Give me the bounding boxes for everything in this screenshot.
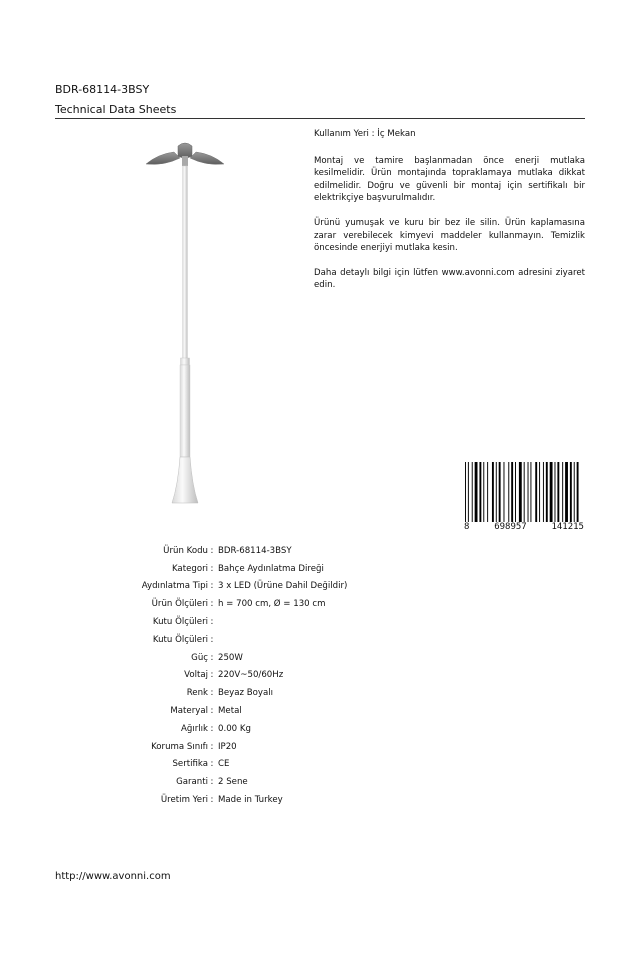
cleaning-instructions: Ürünü yumuşak ve kuru bir bez ile silin. Ürün kaplamasına zarar verebilecek kimyevi maddeler kullanmayın. Temizlik öncesinde enerjiyi mutlaka kesin. (314, 217, 585, 254)
spec-value: Beyaz Boyalı (218, 688, 274, 699)
spec-value: Made in Turkey (218, 795, 283, 806)
barcode-bars (464, 462, 584, 522)
barcode-bar (555, 462, 556, 522)
spec-value: IP20 (218, 741, 237, 752)
spec-row: Ürün Ölçüleri : h = 700 cm, Ø = 130 cm (40, 595, 440, 613)
barcode-bar (570, 462, 572, 522)
barcode-bar (546, 462, 548, 522)
spec-label: Kutu Ölçüleri (152, 617, 208, 628)
spec-row: Üretim Yeri : Made in Turkey (40, 791, 440, 809)
spec-row: Aydınlatma Tipi : 3 x LED (Ürüne Dahil Değildir) (40, 578, 440, 596)
spec-label: Voltaj (184, 670, 208, 681)
barcode-bar (577, 462, 579, 522)
barcode (464, 462, 584, 534)
spec-value: Bahçe Aydınlatma Direği (218, 563, 324, 574)
spec-value: h = 700 cm, Ø = 130 cm (218, 599, 326, 610)
spec-row: Voltaj : 220V~50/60Hz (40, 667, 440, 685)
barcode-bar (543, 462, 544, 522)
spec-value: BDR-68114-3BSY (218, 545, 292, 556)
spec-label: Koruma Sınıfı (151, 741, 208, 752)
barcode-bar (511, 462, 513, 522)
header-divider (55, 118, 585, 119)
barcode-digit-prefix: 8 (464, 522, 470, 532)
barcode-bar (483, 462, 484, 522)
spec-label: Garanti (176, 777, 208, 788)
spec-row: Kategori : Bahçe Aydınlatma Direği (40, 560, 440, 578)
barcode-bar (492, 462, 494, 522)
spec-label: Sertifika (172, 759, 208, 770)
spec-row: Renk : Beyaz Boyalı (40, 684, 440, 702)
barcode-number (464, 521, 584, 533)
barcode-bar (499, 462, 501, 522)
spec-label: Ürün Ölçüleri (151, 599, 208, 610)
spec-row: Kutu Ölçüleri : (40, 613, 440, 631)
spec-value: 3 x LED (Ürüne Dahil Değildir) (218, 581, 348, 592)
document-header (55, 82, 585, 118)
barcode-bar (515, 462, 516, 522)
barcode-bar (479, 462, 481, 522)
spec-label: Üretim Yeri (160, 795, 208, 806)
barcode-bar (574, 462, 575, 522)
document-subtitle: Technical Data Sheets (55, 103, 177, 116)
footer-website-link[interactable]: http://www.avonni.com (55, 871, 171, 882)
spec-value: 250W (218, 652, 243, 663)
spec-row: Ürün Kodu : BDR-68114-3BSY (40, 542, 440, 560)
spec-label: Materyal (170, 706, 208, 717)
barcode-bar (496, 462, 497, 522)
spec-label: Ürün Kodu (163, 545, 208, 556)
spec-label: Kategori (171, 563, 208, 574)
spec-row: Kutu Ölçüleri : (40, 631, 440, 649)
barcode-bar (562, 462, 563, 522)
spec-row: Sertifika : CE (40, 756, 440, 774)
spec-row: Materyal : Metal (40, 702, 440, 720)
spec-value: 0.00 Kg (218, 723, 251, 734)
spec-table (40, 542, 440, 809)
barcode-digits-left: 698957 (494, 522, 527, 532)
barcode-bar (528, 462, 529, 522)
barcode-bar (530, 462, 531, 522)
barcode-bar (550, 462, 553, 522)
spec-value: Metal (218, 706, 242, 717)
barcode-digits-right: 141215 (551, 522, 584, 532)
barcode-bar (475, 462, 478, 522)
barcode-bar (472, 462, 473, 522)
spec-row: Güç : 250W (40, 649, 440, 667)
spec-value: 220V~50/60Hz (218, 670, 284, 681)
usage-location: Kullanım Yeri : İç Mekan (314, 129, 416, 139)
barcode-bar (565, 462, 568, 522)
spec-value: 2 Sene (218, 777, 248, 788)
product-code-title: BDR-68114-3BSY (55, 83, 150, 96)
spec-value: CE (218, 759, 230, 770)
spec-label: Renk (186, 688, 208, 699)
barcode-bar (508, 462, 509, 522)
barcode-bar (487, 462, 488, 522)
barcode-bar (557, 462, 559, 522)
installation-warning: Montaj ve tamire başlanmadan önce enerji mutlaka kesilmelidir. Ürün montajında topraklamaya mutlaka dikkat edilmelidir. Doğru ve güvenli bir montaj için sertifikalı bir elektrikçiye başvurulmalıdır. (314, 155, 585, 204)
spec-label: Kutu Ölçüleri (152, 634, 208, 645)
barcode-bar (539, 462, 540, 522)
spec-label: Aydınlatma Tipi (141, 581, 208, 592)
website-info: Daha detaylı bilgi için lütfen www.avonni.com adresini ziyaret edin. (314, 267, 585, 291)
spec-row: Garanti : 2 Sene (40, 773, 440, 791)
product-image (140, 140, 230, 510)
barcode-bar (465, 462, 466, 522)
barcode-bar (524, 462, 525, 522)
description-block (314, 128, 585, 304)
barcode-bar (519, 462, 522, 522)
spec-label: Güç (191, 652, 208, 663)
barcode-bar (468, 462, 469, 522)
barcode-bar (504, 462, 505, 522)
spec-label: Ağırlık (180, 723, 208, 734)
barcode-bar (535, 462, 537, 522)
spec-row: Ağırlık : 0.00 Kg (40, 720, 440, 738)
spec-row: Koruma Sınıfı : IP20 (40, 738, 440, 756)
